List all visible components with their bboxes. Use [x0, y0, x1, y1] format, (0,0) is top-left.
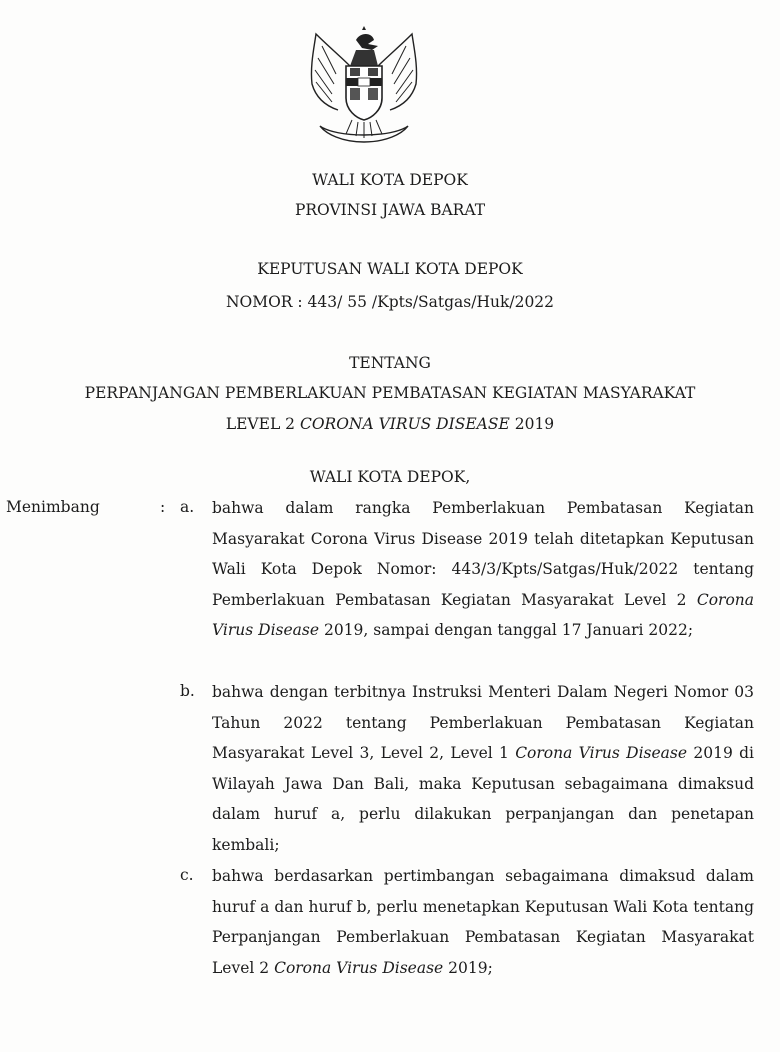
garuda-emblem-icon	[302, 26, 426, 144]
subject-line-1: PERPANJANGAN PEMBERLAKUAN PEMBATASAN KEGIATAN MASYARAKAT	[84, 384, 696, 402]
considering-colon: :	[160, 498, 166, 516]
item-letter-b: b.	[180, 682, 195, 700]
item-letter-a: a.	[180, 498, 195, 516]
authority-line: WALI KOTA DEPOK,	[309, 468, 471, 486]
about-heading: TENTANG	[349, 354, 431, 372]
considering-label: Menimbang	[6, 498, 100, 516]
considering-item-a: bahwa dalam rangka Pemberlakuan Pembatasan Kegiatan Masyarakat Corona Virus Disease 2019 telah ditetapkan Keputusan Wali Kota Depok Nomor: 443/3/Kpts/Satgas/Huk/2022 tentang Pemberlakuan Pembatasan Kegiatan Masyarakat Level 2 Corona Virus Disease 2019, sampai dengan tanggal 17 Januari 2022;	[212, 499, 754, 640]
decree-number: NOMOR : 443/ 55 /Kpts/Satgas/Huk/2022	[225, 293, 555, 311]
considering-item-b: bahwa dengan terbitnya Instruksi Menteri Dalam Negeri Nomor 03 Tahun 2022 tentang Pemberlakuan Pembatasan Kegiatan Masyarakat Level 3, Level 2, Level 1 Corona Virus Disease 2019 di Wilayah Jawa Dan Bali, maka Keputusan sebagaimana dimaksud dalam huruf a, perlu dilakukan perpanjangan dan penetapan kembali;	[212, 683, 754, 854]
item-letter-c: c.	[180, 866, 194, 884]
issuer-title: WALI KOTA DEPOK	[312, 171, 468, 189]
issuer-province: PROVINSI JAWA BARAT	[294, 201, 486, 219]
subject-line-2: LEVEL 2 CORONA VIRUS DISEASE 2019	[225, 415, 555, 433]
decree-title: KEPUTUSAN WALI KOTA DEPOK	[257, 260, 523, 278]
considering-item-c: bahwa berdasarkan pertimbangan sebagaimana dimaksud dalam huruf a dan huruf b, perlu menetapkan Keputusan Wali Kota tentang Perpanjangan Pemberlakuan Pembatasan Kegiatan Masyarakat Level 2 Corona Virus Disease 2019;	[212, 867, 754, 977]
